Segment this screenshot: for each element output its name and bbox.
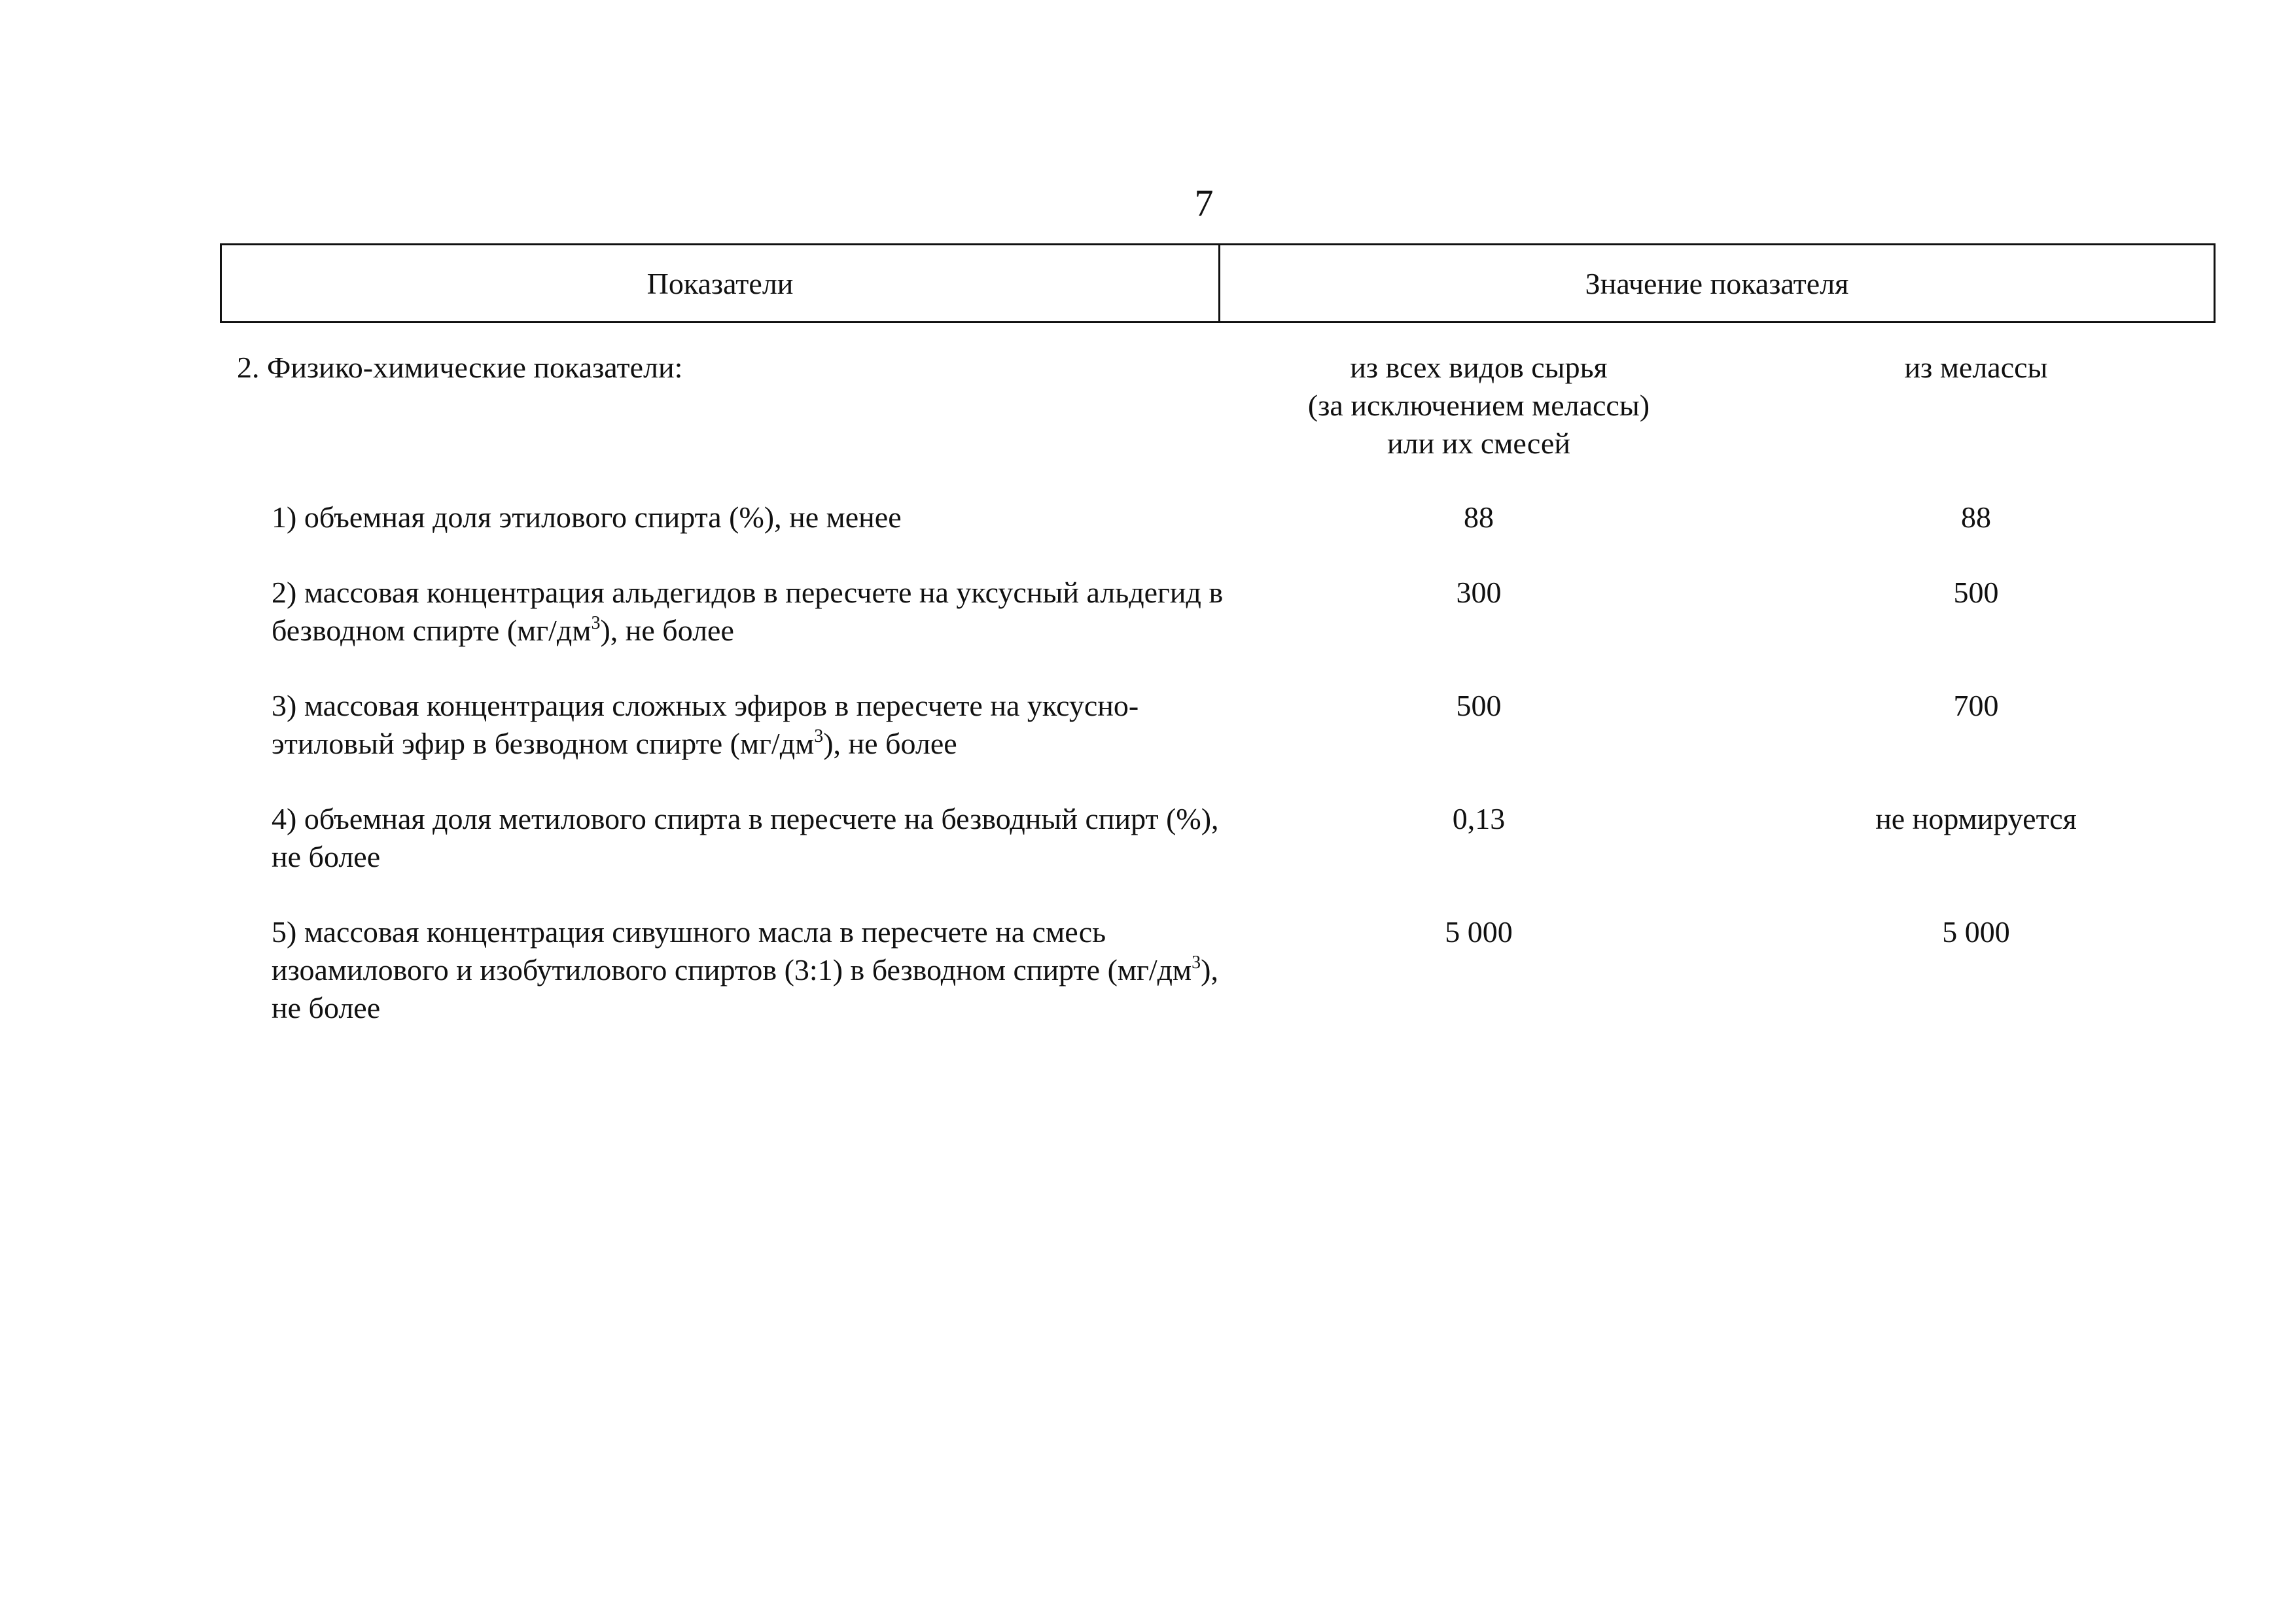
superscript: 3 bbox=[591, 613, 601, 633]
header-indicators: Показатели bbox=[222, 245, 1220, 321]
column-head-line: из всех видов сырья bbox=[1350, 351, 1608, 384]
row-value-all-raw-materials: 88 bbox=[1464, 500, 1494, 534]
section-title: 2. Физико-химические показатели: bbox=[237, 351, 683, 384]
page-number: 7 bbox=[1194, 182, 1214, 224]
row-label-text: ), не более bbox=[272, 953, 1218, 1024]
row-value-all-raw-materials: 0,13 bbox=[1452, 802, 1506, 835]
column-head-molasses: из мелассы bbox=[1904, 351, 2048, 384]
row-label-text: 1) объемная доля этилового спирта (%), не менее bbox=[272, 500, 902, 534]
superscript: 3 bbox=[1192, 952, 1201, 973]
row-label bbox=[272, 574, 1240, 650]
row-label-text: ), не более bbox=[600, 614, 734, 647]
row-label bbox=[272, 800, 1240, 876]
row-label-text: 5) массовая концентрация сивушного масла в пересчете на смесь изоамилового и изобутилового спиртов (3:1) в безводном спирте (мг/дм bbox=[272, 915, 1192, 986]
table-header bbox=[220, 243, 2216, 323]
row-value-molasses: 5 000 bbox=[1942, 915, 2010, 949]
row-value-molasses: 88 bbox=[1961, 500, 1991, 534]
header-value: Значение показателя bbox=[1585, 266, 1849, 300]
row-value-all-raw-materials: 500 bbox=[1456, 689, 1502, 722]
row-label bbox=[272, 498, 1240, 536]
column-head-all-raw-materials bbox=[1217, 349, 1740, 462]
column-head-line: (за исключением мелассы) bbox=[1307, 389, 1650, 422]
row-label-text: 2) массовая концентрация альдегидов в пересчете на уксусный альдегид в безводном спирте (мг/дм bbox=[272, 576, 1224, 647]
row-value-all-raw-materials: 300 bbox=[1456, 576, 1502, 609]
row-label-text: 3) массовая концентрация сложных эфиров в пересчете на уксусно-этиловый эфир в безводном спирте (мг/дм bbox=[272, 689, 1139, 760]
row-value-all-raw-materials: 5 000 bbox=[1445, 915, 1513, 949]
row-label-text: ), не более bbox=[823, 727, 957, 760]
row-value-molasses: 700 bbox=[1953, 689, 1999, 722]
row-value-molasses: не нормируется bbox=[1875, 802, 2077, 835]
row-label bbox=[272, 687, 1240, 763]
row-label bbox=[272, 913, 1240, 1027]
row-value-molasses: 500 bbox=[1953, 576, 1999, 609]
row-label-text: 4) объемная доля метилового спирта в пересчете на безводный спирт (%), не более bbox=[272, 802, 1219, 873]
column-head-line: или их смесей bbox=[1387, 427, 1570, 460]
superscript: 3 bbox=[814, 726, 824, 746]
